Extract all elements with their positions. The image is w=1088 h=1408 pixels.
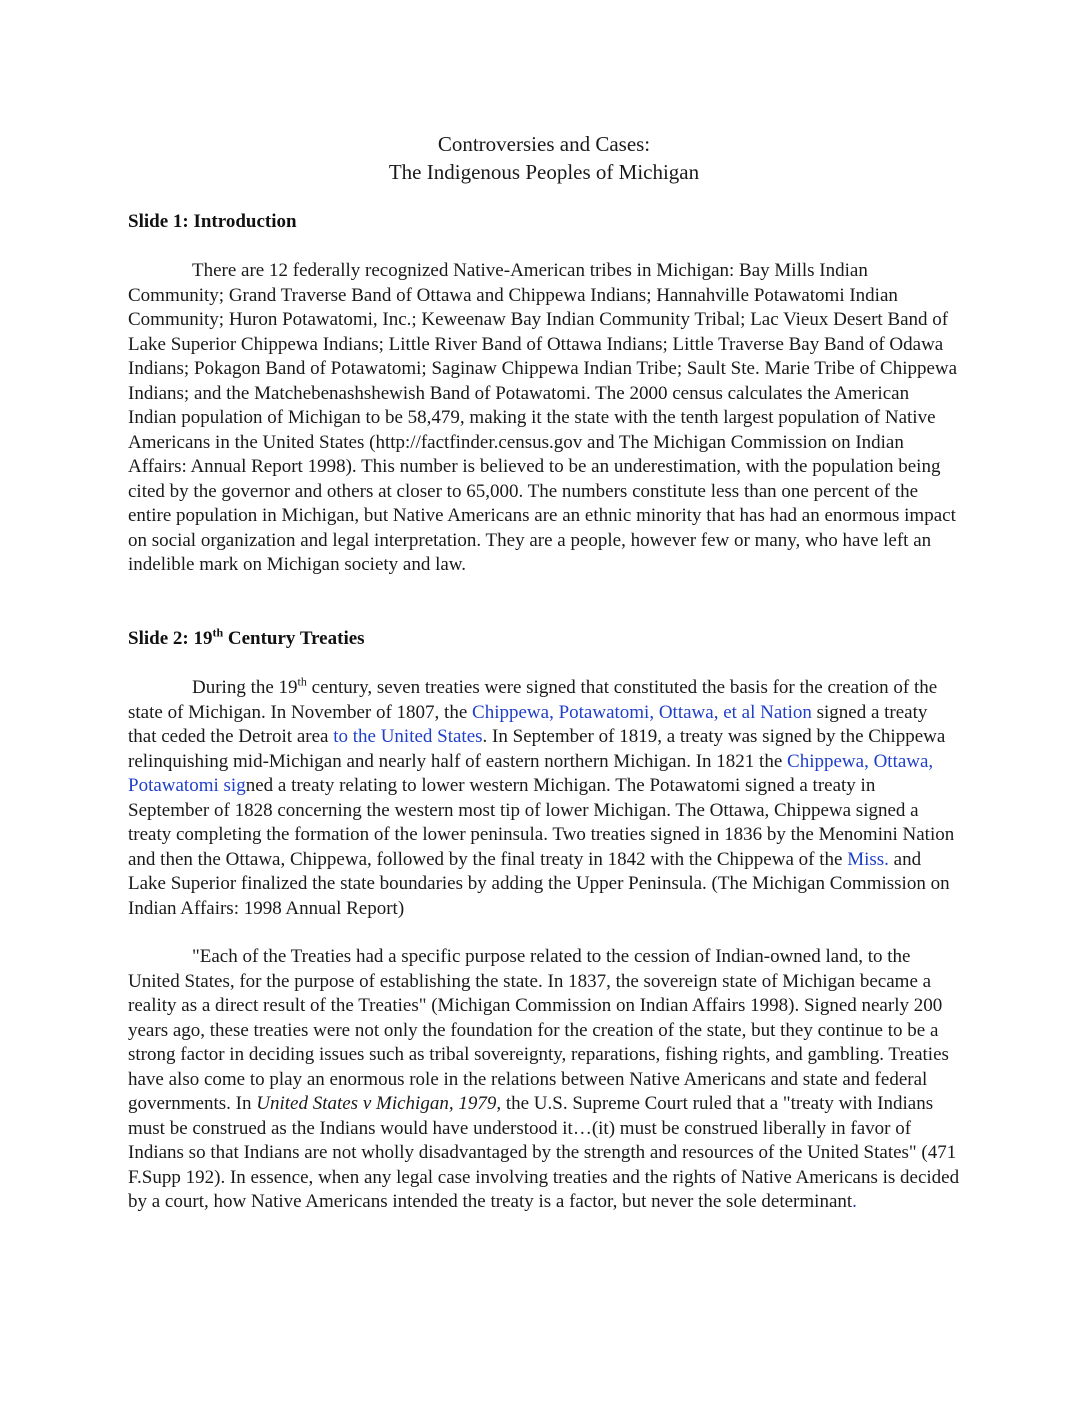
link-miss[interactable]: Miss. [847, 848, 889, 870]
p1-text-4: . In September of 1819, a treaty was signed by the Chippewa relinquishing mid-Michigan and nearly half of eastern northern Michigan. In 1821 the [128, 726, 946, 772]
p1-text-2: century, seven treaties were signed that constituted the basis for the creation of the state of Michigan. In November of 1807, the [128, 677, 938, 723]
slide1-paragraph: There are 12 federally recognized Native-American tribes in Michigan: Bay Mills Indian Community; Grand Traverse Band of Ottawa and Chippewa Indians; Hannahville Potawatomi Indian Community; Huron Potawatomi, Inc.; Keweenaw Bay Indian Community Tribal; Lac Vieux Desert Band of Lake Superior Chippewa Indians; Little River Band of Ottawa Indians; Little Traverse Bay Band of Odawa Indians; Pokagon Band of Potawatomi; Saginaw Chippewa Indian Tribe; Sault Ste. Marie Tribe of Chippewa Indians; and the Matchebenashshewish Band of Potawatomi. The 2000 census calculates the American Indian population of Michigan to be 58,479, making it the state with the tenth largest population of Native Americans in the United States (http://factfinder.census.gov and The Michigan Commission on Indian Affairs: Annual Report 1998). This number is believed to be an underestimation, with the population being cited by the governor and others at closer to 65,000. The numbers constitute less than one percent of the entire population in Michigan, but Native Americans are an ethnic minority that has had an enormous impact on social organization and legal interpretation. They are a people, however few or many, who have left an indelible mark on Michigan society and law. [128, 260, 958, 575]
slide2-heading-post: Century Treaties [223, 628, 365, 649]
slide2-heading-sup: th [212, 625, 224, 640]
p1-text-3: signed a treaty that ceded the Detroit area [128, 701, 928, 747]
case-name: United States v Michigan, 1979 [256, 1093, 497, 1114]
link-chippewa-ottawa-potawatomi[interactable]: Chippewa, Ottawa, Potawatomi sig [128, 750, 934, 796]
p2-text-2: , the U.S. Supreme Court ruled that a "treaty with Indians must be construed as the Indians would have understood it…(it) must be construed liberally in favor of Indians so that Indians are not wholly disadvantaged by the strength and resources of the United States" (471 F.Supp 192). In essence, when any legal case involving treaties and the rights of Native Americans is decided by a court, how Native Americans intended the treaty is a factor, but never the sole determinant [128, 1093, 960, 1212]
slide1-heading: Slide 1: Introduction [128, 211, 297, 232]
slide2-heading-pre: Slide 2: 19 [128, 628, 213, 649]
link-chippewa-potawatomi-ottawa[interactable]: Chippewa, Potawatomi, Ottawa, et al Nation [472, 701, 812, 723]
end-period: . [852, 1191, 857, 1212]
p1-sup: th [297, 674, 307, 689]
title-line-2: The Indigenous Peoples of Michigan [388, 160, 700, 184]
slide2-paragraph-2 [128, 945, 960, 1215]
p1-text-5: ned a treaty relating to lower western Michigan. The Potawatomi signed a treaty in September of 1828 concerning the western most tip of lower Michigan. The Ottawa, Chippewa signed a treaty completing the formation of the lower peninsula. Two treaties signed in 1836 by the Menomini Nation and then the Ottawa, Chippewa, followed by the final treaty in 1842 with the Chippewa of the [128, 775, 955, 870]
slide2-paragraph-1 [128, 676, 960, 921]
slide2-heading [128, 627, 960, 651]
p1-text-6: and Lake Superior finalized the state boundaries by adding the Upper Peninsula. (The Michigan Commission on Indian Affairs: 1998 Annual Report) [128, 848, 950, 919]
document-title [128, 130, 960, 186]
title-line-1: Controversies and Cases: [437, 132, 651, 156]
p2-text-1: "Each of the Treaties had a specific purpose related to the cession of Indian-owned land, to the United States, for the purpose of establishing the state. In 1837, the sovereign state of Michigan became a reality as a direct result of the Treaties" (Michigan Commission on Indian Affairs 1998). Signed nearly 200 years ago, these treaties were not only the foundation for the creation of the state, but they continue to be a strong factor in deciding issues such as tribal sovereignty, reparations, fishing rights, and gambling. Treaties have also come to play an enormous role in the relations between Native Americans and state and federal governments. In [128, 946, 949, 1114]
p1-text-1: During the 19 [192, 677, 298, 698]
link-united-states[interactable]: to the United States [333, 726, 483, 747]
